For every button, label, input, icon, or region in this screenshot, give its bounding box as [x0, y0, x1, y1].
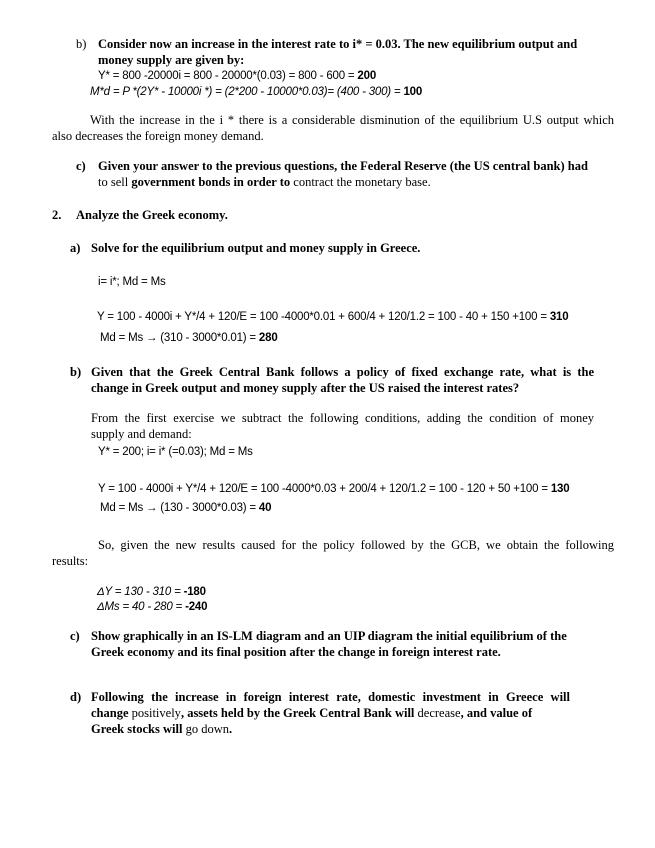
- q2d-line1: Following the increase in foreign interest rate, domestic investment in Greece will: [91, 690, 570, 704]
- q2b-output-equation-text: Y = 100 - 4000i + Y*/4 + 120/E = 100 -4000*0.03 + 200/4 + 120/1.2 = 100 - 120 + 50 +100 =: [98, 483, 551, 495]
- q2b-money-result: 40: [258, 502, 272, 514]
- q2d-line3-a: Greek stocks will: [91, 722, 186, 736]
- q2-title: Analyze the Greek economy.: [76, 208, 228, 222]
- q2c-question-line1: Show graphically in an IS-LM diagram and an UIP diagram the initial equilibrium of the: [91, 629, 567, 643]
- q1c-answer-b: government bonds: [131, 175, 231, 189]
- q1c-answer-a: to sell: [98, 175, 132, 189]
- q1b-output-result: 200: [357, 70, 377, 82]
- q2d-line2-a: change: [91, 706, 132, 720]
- q2d-line3-c: .: [228, 722, 233, 736]
- q2d-line2-d: decrease: [417, 706, 461, 720]
- q1b-output-equation-text: Y* = 800 -20000i = 800 - 20000*(0.03) = 800 - 600 =: [98, 70, 358, 82]
- q1c-answer-d: contract the monetary base.: [293, 175, 431, 189]
- q1b-marker: b): [76, 37, 87, 51]
- q1b-money-result: 100: [403, 86, 423, 98]
- q1b-question-line2: money supply are given by:: [98, 53, 245, 67]
- q2c-question-line2: Greek economy and its final position after the change in foreign interest rate.: [91, 645, 501, 659]
- q2b-delta-output: [97, 584, 206, 600]
- q2b-so-line1: So, given the new results caused for the policy followed by the GCB, we obtain the following: [98, 538, 614, 552]
- q2a-output-equation: [97, 309, 568, 325]
- q2d-line3-b: go down: [185, 722, 229, 736]
- q2b-output-result: 130: [550, 483, 570, 495]
- q2b-money-equation: [100, 500, 271, 516]
- q2c-marker: c): [70, 629, 80, 643]
- q2b-money-equation-text: Md = Ms → (130 - 3000*0.03) =: [100, 502, 259, 514]
- q2b-delta-money: [97, 599, 207, 615]
- q2b-so-line2: results:: [52, 554, 89, 568]
- q2b-question-line1: Given that the Greek Central Bank follows a policy of fixed exchange rate, what is the: [91, 365, 594, 379]
- q2b-delta-money-text: ΔMs = 40 - 280 =: [97, 601, 186, 613]
- q2-number: 2.: [52, 208, 62, 222]
- q2a-marker: a): [70, 241, 81, 255]
- q2a-money-equation-text: Md = Ms → (310 - 3000*0.01) =: [100, 332, 259, 344]
- q2d-line3: [91, 721, 232, 737]
- q2a-money-result: 280: [258, 332, 278, 344]
- q1b-money-equation-text: M*d = P *(2Y* - 10000i *) = (2*200 - 10000*0.03)= (400 - 300) =: [90, 86, 404, 98]
- q1c-marker: c): [76, 159, 86, 173]
- q2b-delta-money-result: -240: [185, 601, 208, 613]
- q1b-output-equation: [98, 68, 376, 84]
- q2b-condition: Y* = 200; i= i* (=0.03); Md = Ms: [98, 446, 253, 458]
- q2b-para-line1: From the first exercise we subtract the following conditions, adding the condition of money: [91, 411, 594, 425]
- q1b-explanation-line1: With the increase in the i * there is a considerable disminution of the equilibrium U.S output which: [90, 113, 614, 127]
- q2a-condition: i= i*; Md = Ms: [98, 276, 166, 288]
- q1b-explanation-line2: also decreases the foreign money demand.: [52, 129, 264, 143]
- q2d-line2-c: , assets held by the Greek Central Bank will: [180, 706, 418, 720]
- q2b-para-line2: supply and demand:: [91, 427, 192, 441]
- q1b-money-equation: [90, 84, 422, 100]
- q2b-delta-output-text: ΔY = 130 - 310 =: [97, 586, 184, 598]
- q2a-money-equation: [100, 330, 278, 346]
- q1c-answer-c: in order to: [230, 175, 294, 189]
- q1b-question-line1: Consider now an increase in the interest rate to i* = 0.03. The new equilibrium output and: [98, 37, 578, 51]
- q2b-marker: b): [70, 365, 82, 379]
- q2d-line2-b: positively: [131, 706, 181, 720]
- q1c-question-line1: Given your answer to the previous questions, the Federal Reserve (the US central bank) had: [98, 159, 588, 173]
- q2d-line2-e: , and value of: [460, 706, 533, 720]
- q2b-question-line2: change in Greek output and money supply after the US raised the interest rates?: [91, 381, 520, 395]
- q2a-title: Solve for the equilibrium output and money supply in Greece.: [91, 241, 421, 255]
- q2d-marker: d): [70, 690, 82, 704]
- q1c-answer-line: [98, 174, 431, 190]
- q2a-output-result: 310: [549, 311, 569, 323]
- q2d-line2: [91, 705, 532, 721]
- q2a-output-equation-text: Y = 100 - 4000i + Y*/4 + 120/E = 100 -4000*0.01 + 600/4 + 120/1.2 = 100 - 40 + 150 +100 =: [97, 311, 550, 323]
- q2b-delta-output-result: -180: [183, 586, 206, 598]
- q2b-output-equation: [98, 481, 569, 497]
